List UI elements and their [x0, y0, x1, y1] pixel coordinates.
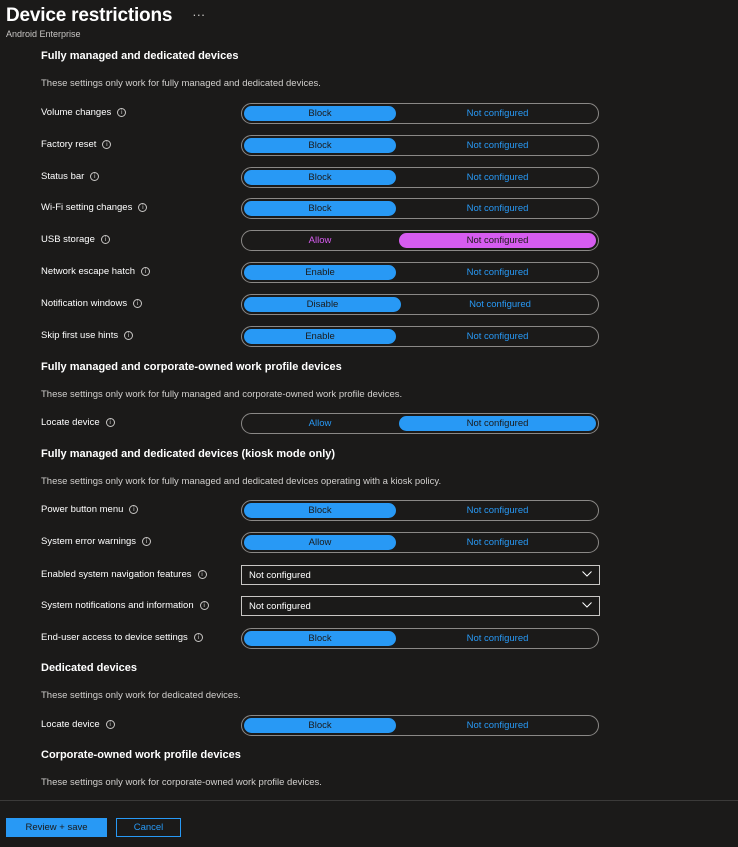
info-icon[interactable]: i [200, 601, 209, 610]
section-title: Corporate-owned work profile devices [41, 749, 241, 761]
toggle-option-not-configured[interactable]: Not configured [466, 720, 529, 731]
toggle-wifi-changes [241, 198, 599, 219]
info-icon[interactable]: i [124, 331, 133, 340]
toggle-option-block[interactable]: Block [244, 718, 396, 733]
toggle-option-not-configured[interactable]: Not configured [466, 172, 529, 183]
toggle-option-not-configured[interactable]: Not configured [466, 331, 529, 342]
section-description: These settings only work for fully managed and dedicated devices operating with a kiosk policy. [41, 476, 442, 487]
toggle-network-escape-hatch [241, 262, 599, 283]
setting-label: End-user access to device settings [41, 632, 188, 643]
setting-navigation-features [41, 565, 601, 587]
setting-notification-windows [41, 294, 601, 316]
setting-system-notifications [41, 596, 601, 618]
page-subtitle: Android Enterprise [6, 29, 81, 39]
toggle-option-not-configured[interactable]: Not configured [466, 537, 529, 548]
setting-power-button-menu [41, 500, 601, 522]
setting-usb-storage [41, 230, 601, 252]
setting-label: Skip first use hints [41, 330, 119, 341]
toggle-end-user-access [241, 628, 599, 649]
section-description: These settings only work for fully managed and dedicated devices. [41, 78, 321, 89]
toggle-option-not-configured[interactable]: Not configured [466, 203, 529, 214]
setting-skip-first-use-hints [41, 326, 601, 348]
toggle-option-block[interactable]: Block [244, 106, 396, 121]
toggle-factory-reset [241, 135, 599, 156]
toggle-option-not-configured[interactable]: Not configured [466, 633, 529, 644]
toggle-option-not-configured[interactable]: Not configured [469, 299, 531, 310]
setting-label: Locate device [41, 417, 100, 428]
more-options-icon[interactable]: ··· [192, 6, 206, 22]
info-icon[interactable]: i [133, 299, 142, 308]
review-save-button[interactable]: Review + save [6, 818, 107, 837]
toggle-option-not-configured[interactable]: Not configured [466, 267, 529, 278]
info-icon[interactable]: i [106, 418, 115, 427]
toggle-option-allow[interactable]: Allow [308, 418, 332, 429]
section-title: Dedicated devices [41, 662, 137, 674]
info-icon[interactable]: i [138, 203, 147, 212]
section-description: These settings only work for fully managed and corporate-owned work profile devices. [41, 389, 403, 400]
info-icon[interactable]: i [106, 720, 115, 729]
setting-wifi-changes [41, 198, 601, 220]
setting-system-error-warnings [41, 532, 601, 554]
toggle-option-not-configured[interactable]: Not configured [399, 233, 596, 248]
dropdown-value: Not configured [249, 569, 311, 581]
toggle-skip-first-use-hints [241, 326, 599, 347]
info-icon[interactable]: i [102, 140, 111, 149]
setting-volume-changes [41, 103, 601, 125]
toggle-locate-device [241, 413, 599, 434]
setting-label: Locate device [41, 719, 100, 730]
setting-label: Notification windows [41, 298, 128, 309]
system-notifications-dropdown[interactable] [241, 596, 600, 616]
section-description: These settings only work for corporate-owned work profile devices. [41, 777, 322, 788]
toggle-option-block[interactable]: Block [244, 201, 396, 216]
info-icon[interactable]: i [117, 108, 126, 117]
info-icon[interactable]: i [101, 235, 110, 244]
toggle-usb-storage [241, 230, 599, 251]
toggle-power-button-menu [241, 500, 599, 521]
setting-end-user-access [41, 628, 601, 650]
setting-label: Factory reset [41, 139, 97, 150]
footer-bar [0, 800, 738, 847]
setting-label: Volume changes [41, 107, 112, 118]
toggle-option-block[interactable]: Block [244, 170, 396, 185]
setting-network-escape-hatch [41, 262, 601, 284]
page-header [6, 5, 205, 39]
toggle-status-bar [241, 167, 599, 188]
info-icon[interactable]: i [90, 172, 99, 181]
setting-factory-reset [41, 135, 601, 157]
toggle-volume-changes [241, 103, 599, 124]
info-icon[interactable]: i [198, 570, 207, 579]
navigation-features-dropdown[interactable] [241, 565, 600, 585]
setting-label: Power button menu [41, 504, 124, 515]
info-icon[interactable]: i [129, 505, 138, 514]
chevron-down-icon [582, 601, 592, 609]
toggle-notification-windows [241, 294, 599, 315]
setting-label: Network escape hatch [41, 266, 135, 277]
setting-label: Status bar [41, 171, 85, 182]
toggle-option-not-configured[interactable]: Not configured [466, 505, 529, 516]
toggle-option-block[interactable]: Block [244, 631, 396, 646]
cancel-button[interactable]: Cancel [116, 818, 181, 837]
dropdown-value: Not configured [249, 600, 311, 612]
toggle-option-disable[interactable]: Disable [244, 297, 401, 312]
setting-label: System notifications and information [41, 600, 194, 611]
setting-label: System error warnings [41, 536, 137, 547]
toggle-option-enable[interactable]: Enable [244, 329, 396, 344]
setting-label: USB storage [41, 234, 95, 245]
toggle-locate-device-dedicated [241, 715, 599, 736]
toggle-option-not-configured[interactable]: Not configured [466, 140, 529, 151]
toggle-system-error-warnings [241, 532, 599, 553]
toggle-option-not-configured[interactable]: Not configured [466, 108, 529, 119]
info-icon[interactable]: i [142, 537, 151, 546]
section-description: These settings only work for dedicated devices. [41, 690, 241, 701]
section-title: Fully managed and dedicated devices [41, 50, 239, 62]
setting-label: Wi-Fi setting changes [41, 202, 133, 213]
section-title: Fully managed and dedicated devices (kiosk mode only) [41, 448, 336, 460]
info-icon[interactable]: i [194, 633, 203, 642]
section-title: Fully managed and corporate-owned work profile devices [41, 361, 342, 373]
toggle-option-enable[interactable]: Enable [244, 265, 396, 280]
chevron-down-icon [582, 570, 592, 578]
toggle-option-block[interactable]: Block [244, 138, 396, 153]
toggle-option-allow[interactable]: Allow [308, 235, 332, 246]
setting-status-bar [41, 167, 601, 189]
info-icon[interactable]: i [141, 267, 150, 276]
page-title: Device restrictions [6, 5, 173, 26]
setting-label: Enabled system navigation features [41, 569, 192, 580]
setting-locate-device [41, 413, 601, 435]
toggle-option-not-configured[interactable]: Not configured [399, 416, 596, 431]
toggle-option-allow[interactable]: Allow [244, 535, 396, 550]
toggle-option-block[interactable]: Block [244, 503, 396, 518]
setting-locate-device-dedicated [41, 715, 601, 737]
